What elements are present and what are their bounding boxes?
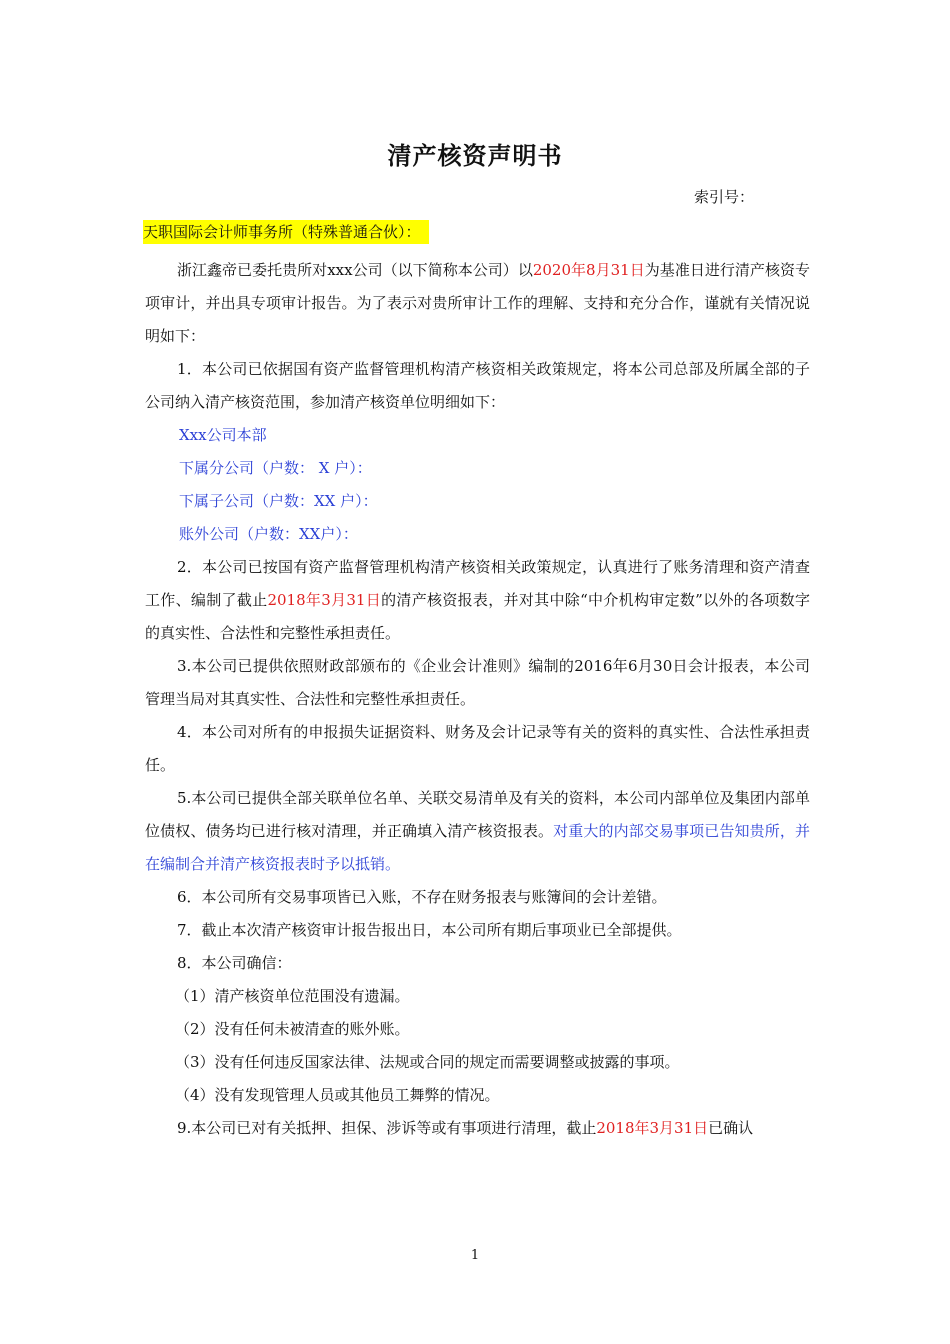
sub-item-2: （2）没有任何未被清查的账外账。 bbox=[175, 1020, 410, 1038]
item-9: 9.本公司已对有关抵押、担保、涉诉等或有事项进行清理，截止2018年3月31日已确认 bbox=[177, 1119, 754, 1137]
addressee: 天职国际会计师事务所（特殊普通合伙）： bbox=[143, 220, 429, 244]
unit-off-book: 账外公司（户数：XX户）： bbox=[179, 525, 358, 543]
page-number: 1 bbox=[470, 1248, 480, 1263]
sub-item-1: （1）清产核资单位范围没有遗漏。 bbox=[175, 987, 410, 1005]
item-4: 4．本公司对所有的申报损失证据资料、财务及会计记录等有关的资料的真实性、合法性承担责任。 bbox=[145, 723, 810, 774]
item-2: 2．本公司已按国有资产监督管理机构清产核资相关政策规定，认真进行了账务清理和资产清查工作、编制了截止2018年3月31日的清产核资报表，并对其中除“中介机构审定数”以外的各项数字的真实性、合法性和完整性承担责任。 bbox=[145, 558, 810, 642]
page-title: 清产核资声明书 bbox=[387, 142, 563, 170]
cutoff-date: 2018年3月31日 bbox=[267, 591, 382, 609]
item-8: 8．本公司确信： bbox=[177, 954, 292, 972]
unit-headquarters: Xxx公司本部 bbox=[179, 426, 267, 444]
item-3: 3.本公司已提供依照财政部颁布的《企业会计准则》编制的2016年6月30日会计报表，本公司管理当局对其真实性、合法性和完整性承担责任。 bbox=[145, 657, 810, 708]
index-number-label: 索引号： bbox=[694, 188, 755, 206]
sub-item-3: （3）没有任何违反国家法律、法规或合同的规定而需要调整或披露的事项。 bbox=[175, 1053, 680, 1071]
base-date: 2020年8月31日 bbox=[532, 261, 645, 279]
item-1: 1．本公司已依据国有资产监督管理机构清产核资相关政策规定，将本公司总部及所属全部的子公司纳入清产核资范围，参加清产核资单位明细如下： bbox=[145, 360, 810, 411]
item9-date: 2018年3月31日 bbox=[596, 1119, 709, 1137]
item-5: 5.本公司已提供全部关联单位名单、关联交易清单及有关的资料，本公司内部单位及集团内部单位债权、债务均已进行核对清理，并正确填入清产核资报表。对重大的内部交易事项已告知贵所，并在编制合并清产核资报表时予以抵销。 bbox=[145, 789, 810, 873]
intro-paragraph: 浙江鑫帝已委托贵所对xxx公司（以下简称本公司）以2020年8月31日为基准日进行清产核资专项审计，并出具专项审计报告。为了表示对贵所审计工作的理解、支持和充分合作，谨就有关情况说明如下： bbox=[145, 261, 810, 345]
unit-subsidiaries: 下属子公司（户数：XX 户）： bbox=[179, 492, 378, 510]
sub-item-4: （4）没有发现管理人员或其他员工舞弊的情况。 bbox=[175, 1086, 500, 1104]
item-6: 6．本公司所有交易事项皆已入账，不存在财务报表与账簿间的会计差错。 bbox=[177, 888, 667, 906]
document-body bbox=[145, 254, 810, 1145]
item-7: 7．截止本次清产核资审计报告报出日，本公司所有期后事项业已全部提供。 bbox=[177, 921, 682, 939]
unit-branches: 下属分公司（户数： X 户）： bbox=[179, 459, 372, 477]
